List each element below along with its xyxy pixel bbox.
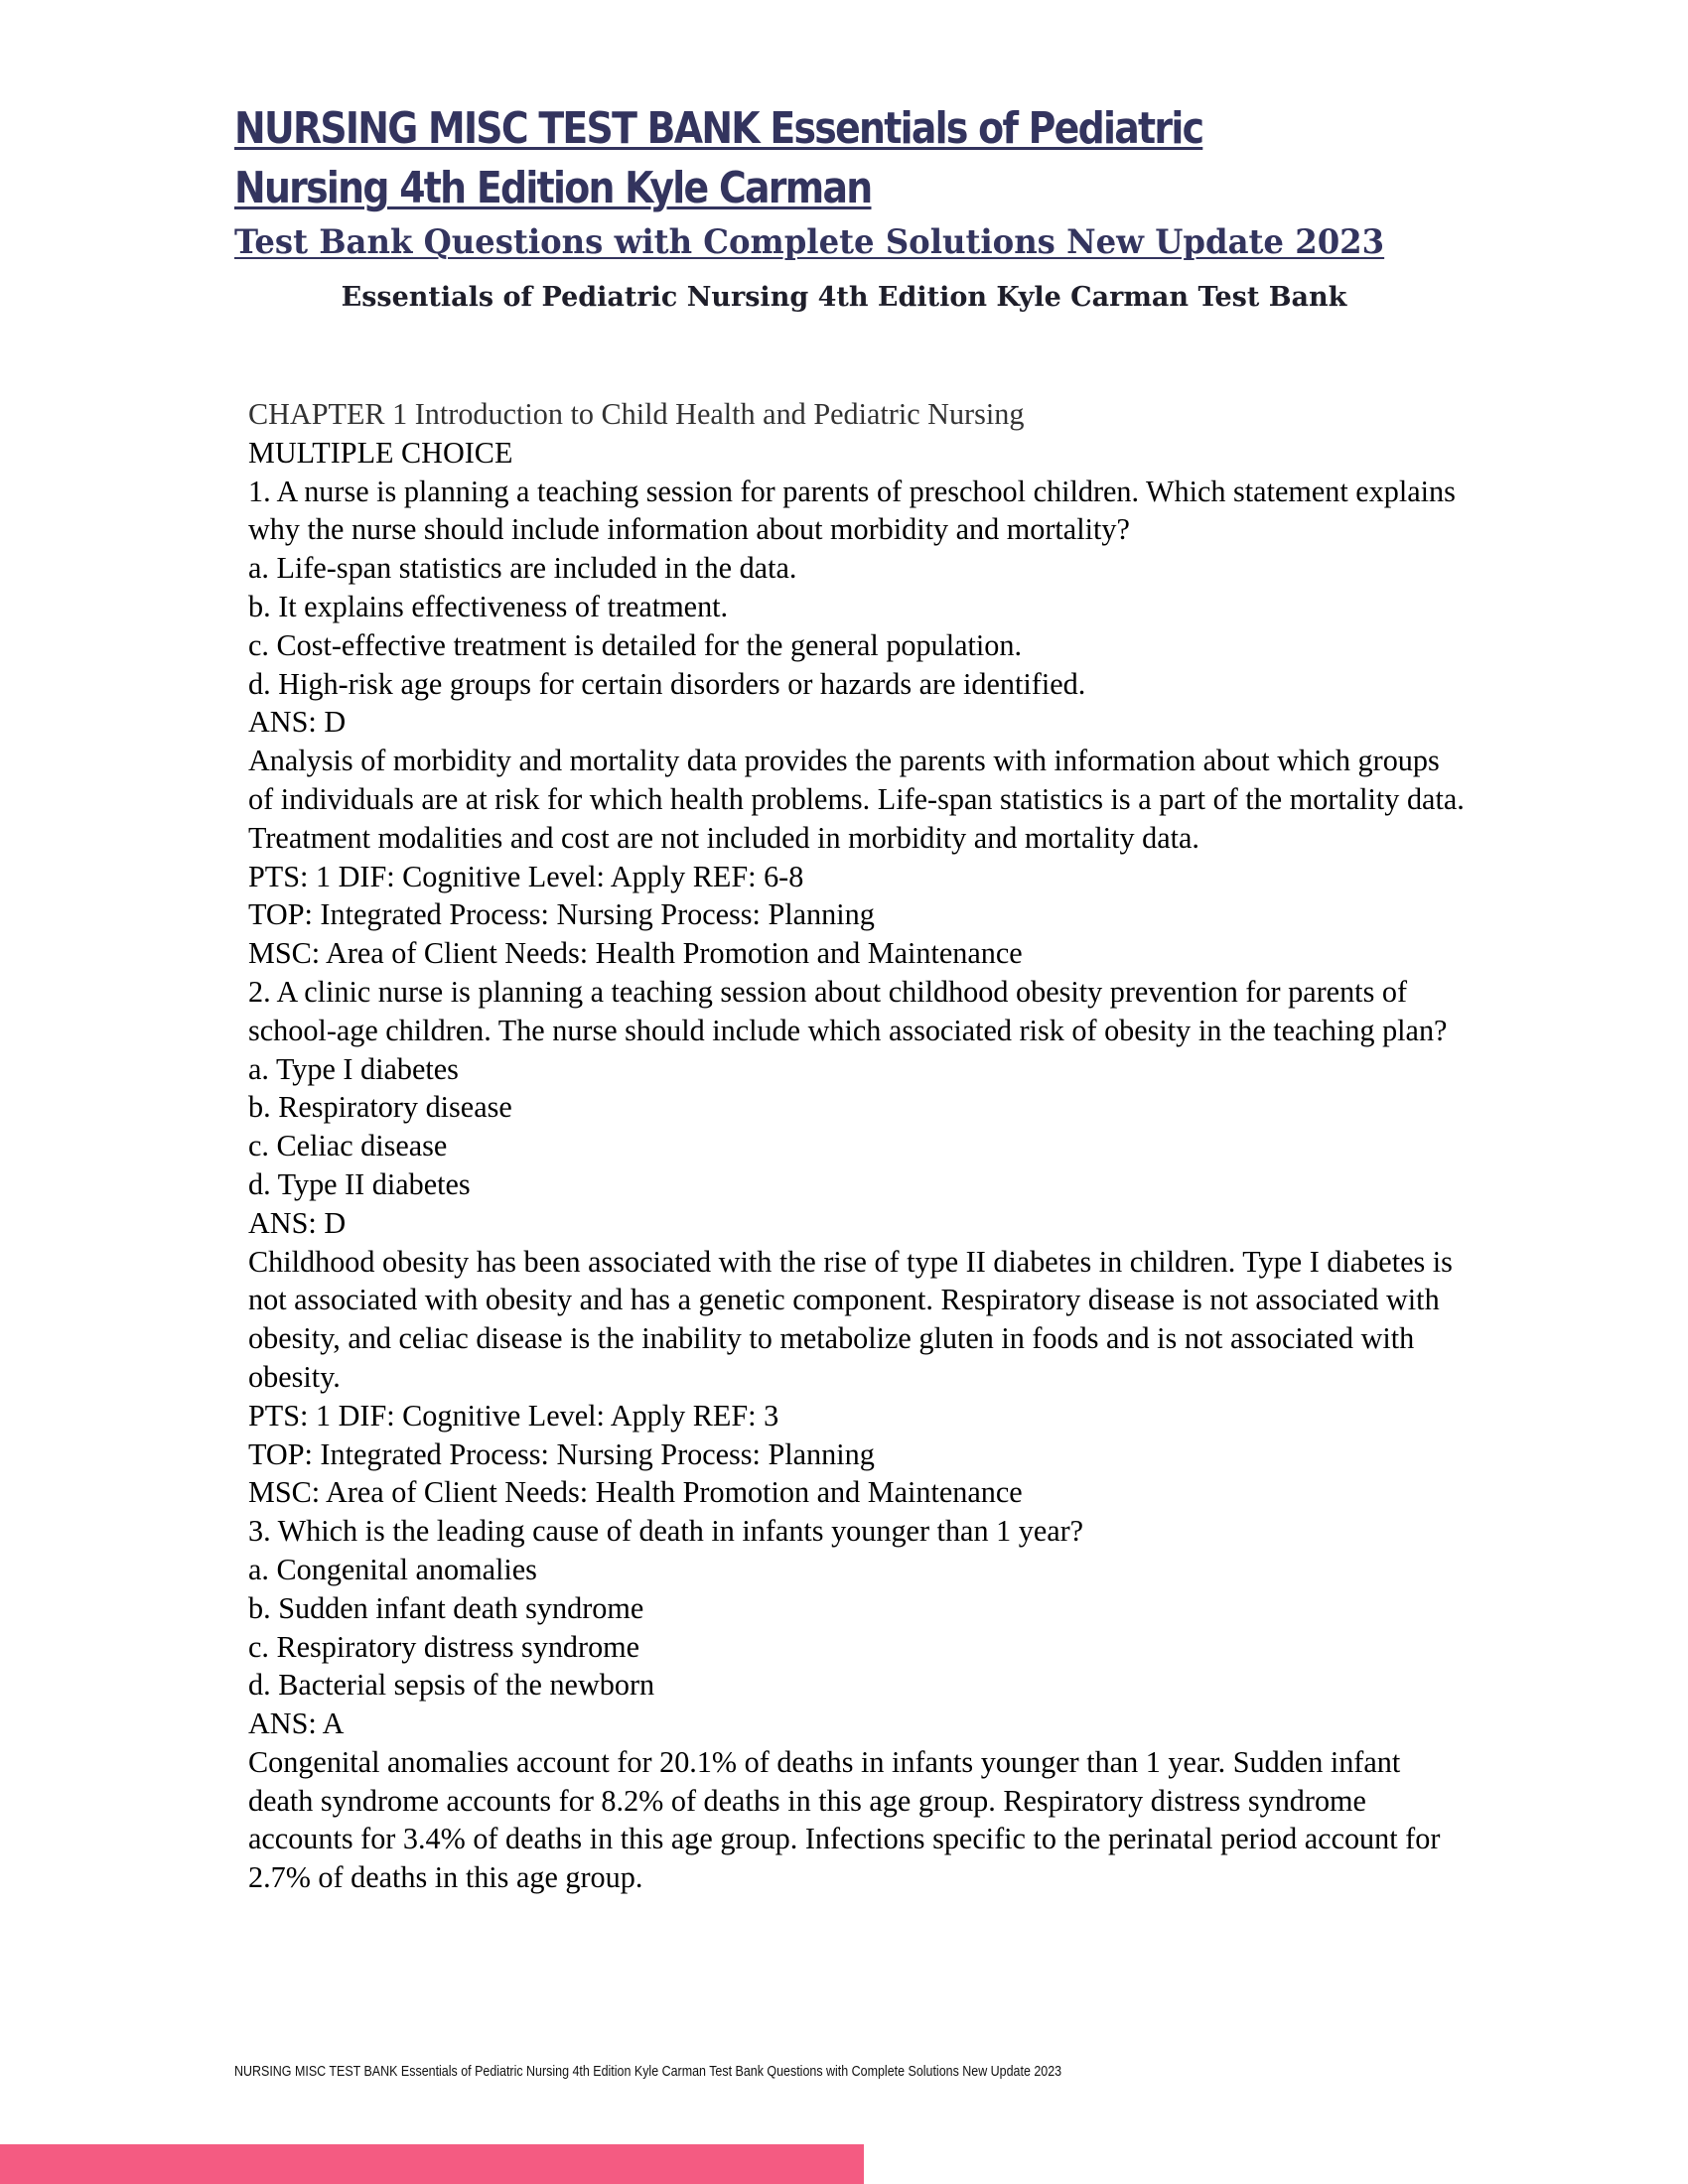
chapter-heading: CHAPTER 1 Introduction to Child Health and Pediatric Nursing	[248, 397, 1025, 431]
question-2-option-c: c. Celiac disease	[248, 1129, 448, 1163]
question-3-option-b: b. Sudden infant death syndrome	[248, 1590, 644, 1625]
question-2-option-b: b. Respiratory disease	[248, 1090, 512, 1125]
page-footer: NURSING MISC TEST BANK Essentials of Pediatric Nursing 4th Edition Kyle Carman Test Bank Questions with Complete Solutions New Update 2023	[234, 2064, 1062, 2080]
question-1-msc: MSC: Area of Client Needs: Health Promotion and Maintenance	[248, 936, 1023, 971]
question-1-answer: ANS: D	[248, 705, 347, 740]
question-1-option-d: d. High-risk age groups for certain disorders or hazards are identified.	[248, 666, 1086, 701]
question-2-option-d: d. Type II diabetes	[248, 1166, 471, 1201]
question-3-rationale: Congenital anomalies account for 20.1% of deaths in infants younger than 1 year. Sudden infant death syndrome accounts for 8.2% of deaths in this age group. Respiratory distress syndrome accounts for 3.4% of deaths in this age group. Infections specific to the perinatal period account for 2.7% of deaths in this age group.	[248, 1744, 1441, 1895]
question-3-answer: ANS: A	[248, 1706, 345, 1741]
question-2-top: TOP: Integrated Process: Nursing Process: Planning	[248, 1436, 875, 1471]
question-2-rationale: Childhood obesity has been associated with the rise of type II diabetes in children. Type I diabetes is not associated with obesity and has a genetic component. Respiratory disease is not associated with obesity, and celiac disease is the inability to metabolize gluten in foods and is not associated with obesity.	[248, 1244, 1453, 1394]
document-subtitle: Test Bank Questions with Complete Solutions New Update 2023	[234, 222, 1385, 262]
document-title: NURSING MISC TEST BANK Essentials of Pediatric Nursing 4th Edition Kyle Carman	[234, 103, 1203, 213]
question-3-option-d: d. Bacterial sepsis of the newborn	[248, 1668, 655, 1703]
test-bank-content	[248, 395, 1470, 1897]
question-2-option-a: a. Type I diabetes	[248, 1051, 459, 1086]
question-3-stem: 3. Which is the leading cause of death in infants younger than 1 year?	[248, 1514, 1084, 1549]
question-1-stem: 1. A nurse is planning a teaching session for parents of preschool children. Which statement explains why the nurse should include information about morbidity and mortality?	[248, 474, 1456, 547]
question-2-stem: 2. A clinic nurse is planning a teaching session about childhood obesity prevention for parents of school-age children. The nurse should include which associated risk of obesity in the teaching plan?	[248, 974, 1448, 1047]
question-2-msc: MSC: Area of Client Needs: Health Promotion and Maintenance	[248, 1475, 1023, 1510]
question-1-pts: PTS: 1 DIF: Cognitive Level: Apply REF: 6-8	[248, 859, 804, 893]
accent-bar	[0, 2144, 864, 2184]
question-2-pts: PTS: 1 DIF: Cognitive Level: Apply REF: 3	[248, 1398, 779, 1433]
question-2-answer: ANS: D	[248, 1205, 347, 1240]
question-1-rationale: Analysis of morbidity and mortality data provides the parents with information about which groups of individuals are at risk for which health problems. Life-span statistics is a part of the mortality data. Treatment modalities and cost are not included in morbidity and mortality data.	[248, 744, 1465, 855]
document-subheading: Essentials of Pediatric Nursing 4th Edition Kyle Carman Test Bank	[341, 282, 1347, 313]
question-3-option-a: a. Congenital anomalies	[248, 1552, 537, 1586]
question-1-option-c: c. Cost-effective treatment is detailed for the general population.	[248, 627, 1022, 662]
question-1-option-a: a. Life-span statistics are included in the data.	[248, 551, 797, 586]
section-heading: MULTIPLE CHOICE	[248, 435, 513, 470]
question-1-option-b: b. It explains effectiveness of treatment.	[248, 589, 729, 623]
question-3-option-c: c. Respiratory distress syndrome	[248, 1629, 640, 1664]
question-1-top: TOP: Integrated Process: Nursing Process: Planning	[248, 897, 875, 932]
